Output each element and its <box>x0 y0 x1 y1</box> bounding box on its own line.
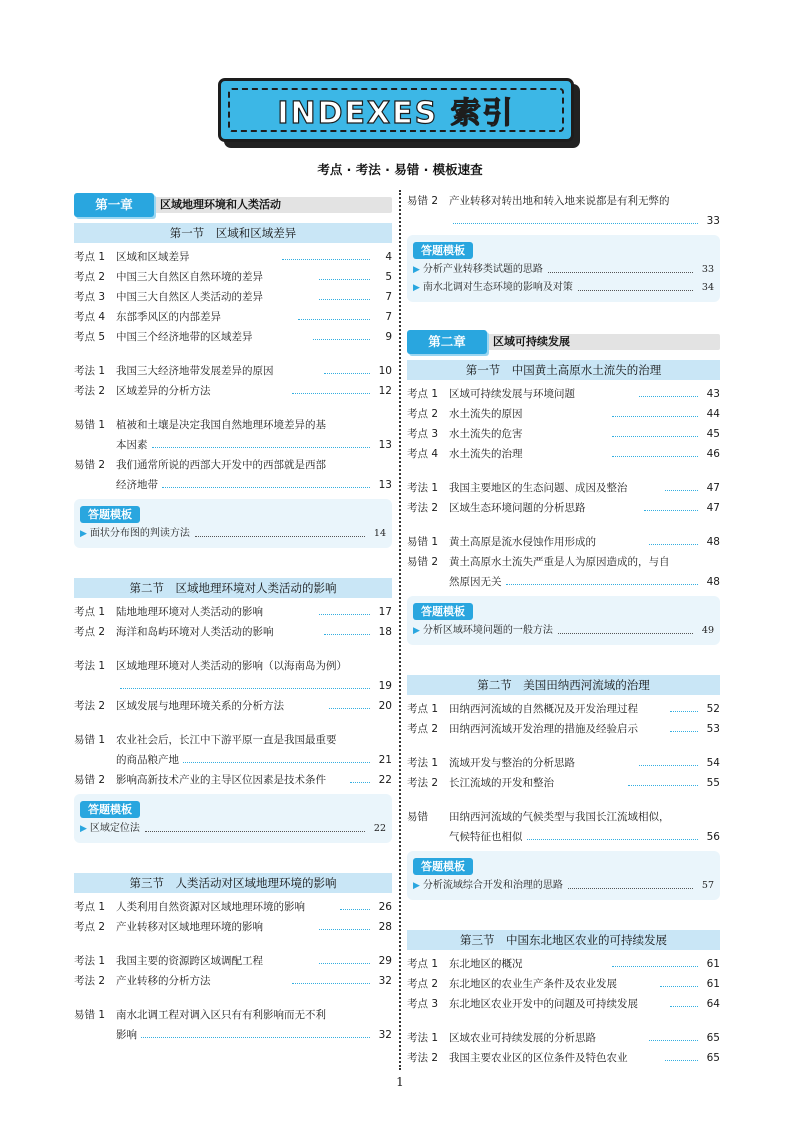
index-entry[interactable] <box>74 897 392 917</box>
entry-continuation <box>74 750 392 770</box>
entry-tag: 考点 4 <box>74 311 106 323</box>
leader-dots <box>319 917 371 930</box>
entry-continuation <box>74 475 392 495</box>
answer-template-box <box>74 794 392 843</box>
entry-page: 10 <box>378 365 392 377</box>
entry-page: 12 <box>378 385 392 397</box>
entry-page: 7 <box>385 291 392 303</box>
entry-tag: 考点 5 <box>74 331 106 343</box>
entry-text: 中国三大自然区人类活动的差异 <box>116 291 263 303</box>
entry-text: 农业社会后，长江中下游平原一直是我国最重要 <box>116 734 337 746</box>
entry-tag: 考法 2 <box>407 502 439 514</box>
index-entry[interactable] <box>407 384 720 404</box>
index-entry[interactable] <box>407 807 720 827</box>
entry-text: 影响高新技术产业的主导区位因素是技术条件 <box>116 774 326 786</box>
entry-text: 气候特征也相似 <box>449 831 523 843</box>
index-entry[interactable] <box>407 1048 720 1068</box>
template-text: 南水北调对生态环境的影响及对策 <box>422 282 573 293</box>
leader-dots <box>665 1048 698 1061</box>
entry-tag: 考点 3 <box>407 998 439 1010</box>
entry-tag: 考法 2 <box>74 700 106 712</box>
index-entry[interactable] <box>74 415 392 435</box>
index-entry[interactable] <box>407 994 720 1014</box>
template-item[interactable] <box>413 261 714 279</box>
leader-dots <box>340 897 371 910</box>
entry-tag: 考点 2 <box>74 271 106 283</box>
column-divider <box>399 190 401 1070</box>
entry-page: 44 <box>706 408 720 420</box>
entry-text: 我国主要的资源跨区域调配工程 <box>116 955 263 967</box>
index-entry[interactable] <box>74 455 392 475</box>
entry-text: 区域和区域差异 <box>116 251 190 263</box>
index-entry[interactable] <box>407 719 720 739</box>
template-text: 区域定位法 <box>89 823 140 834</box>
entry-tag: 考点 3 <box>74 291 106 303</box>
index-entry[interactable] <box>74 602 392 622</box>
leader-dots <box>313 327 370 340</box>
entry-tag: 易错 1 <box>407 536 439 548</box>
entry-text: 东北地区的农业生产条件及农业发展 <box>449 978 617 990</box>
triangle-right-icon: ▶ <box>413 283 420 293</box>
index-entry[interactable] <box>407 191 720 211</box>
entry-page: 65 <box>706 1032 720 1044</box>
leader-dots <box>639 384 699 397</box>
template-page: 14 <box>373 528 386 539</box>
entry-continuation <box>74 1025 392 1045</box>
entry-text: 水土流失的治理 <box>449 448 523 460</box>
leader-dots <box>670 719 698 732</box>
index-entry[interactable] <box>74 951 392 971</box>
entry-page: 64 <box>706 998 720 1010</box>
index-entry[interactable] <box>407 424 720 444</box>
entry-text: 区域生态环境问题的分析思路 <box>449 502 586 514</box>
entry-tag: 考点 1 <box>407 958 439 970</box>
entry-tag: 易错 <box>407 811 428 823</box>
index-entry[interactable] <box>74 622 392 642</box>
leader-dots <box>548 261 693 273</box>
template-page: 22 <box>373 823 386 834</box>
template-page: 33 <box>701 264 714 275</box>
leader-dots <box>162 475 370 488</box>
entry-text: 田纳西河流域的自然概况及开发治理过程 <box>449 703 638 715</box>
index-entry[interactable] <box>74 327 392 347</box>
entry-page: 53 <box>706 723 720 735</box>
index-entry[interactable] <box>74 730 392 750</box>
entry-text: 产业转移的分析方法 <box>116 975 211 987</box>
index-entry[interactable] <box>74 267 392 287</box>
entry-page: 47 <box>706 502 720 514</box>
index-entry[interactable] <box>407 444 720 464</box>
chapter-title: 区域可持续发展 <box>493 335 570 348</box>
section-title: 第二节 区域地理环境对人类活动的影响 <box>74 578 392 598</box>
triangle-right-icon: ▶ <box>80 529 87 539</box>
entry-text: 我国主要农业区的区位条件及特色农业 <box>449 1052 628 1064</box>
template-item[interactable] <box>413 622 714 640</box>
entry-tag: 考法 2 <box>407 1052 439 1064</box>
leader-dots <box>292 971 370 984</box>
leader-dots <box>292 381 370 394</box>
leader-dots <box>612 954 698 967</box>
index-banner <box>218 78 578 146</box>
entry-page: 61 <box>706 958 720 970</box>
entry-tag: 考法 2 <box>74 385 106 397</box>
leader-dots <box>282 247 370 260</box>
template-text: 分析区域环境问题的一般方法 <box>422 625 553 636</box>
index-entry[interactable] <box>407 498 720 518</box>
entry-page: 7 <box>385 311 392 323</box>
chapter-header <box>74 191 392 219</box>
entry-page: 4 <box>385 251 392 263</box>
index-entry[interactable] <box>74 307 392 327</box>
answer-template-box <box>407 235 720 302</box>
template-text: 分析产业转移类试题的思路 <box>422 264 543 275</box>
entry-text: 中国三个经济地带的区域差异 <box>116 331 253 343</box>
entry-text: 产业转移对转出地和转入地来说都是有利无弊的 <box>449 195 670 207</box>
entry-text: 田纳西河流域的气候类型与我国长江流域相似， <box>449 811 670 823</box>
entry-tag: 易错 1 <box>74 734 106 746</box>
entry-tag: 易错 1 <box>74 1009 106 1021</box>
leader-dots <box>527 827 699 840</box>
entry-tag: 考法 1 <box>74 955 106 967</box>
entry-text: 水土流失的危害 <box>449 428 523 440</box>
leader-dots <box>558 622 693 634</box>
entry-text: 水土流失的原因 <box>449 408 523 420</box>
section-title: 第二节 美国田纳西河流域的治理 <box>407 675 720 695</box>
leader-dots <box>141 1025 370 1038</box>
template-label: 答题模板 <box>413 242 473 259</box>
leader-dots <box>120 676 370 689</box>
leader-dots <box>319 602 371 615</box>
entry-page: 13 <box>378 439 392 451</box>
template-item[interactable] <box>413 279 714 297</box>
entry-page: 65 <box>706 1052 720 1064</box>
leader-dots <box>183 750 370 763</box>
entry-tag: 考点 1 <box>74 606 106 618</box>
entry-text: 黄土高原水土流失严重是人为原因造成的，与自 <box>449 556 670 568</box>
section-title: 第一节 区域和区域差异 <box>74 223 392 243</box>
entry-text: 区域差异的分析方法 <box>116 385 211 397</box>
entry-tag: 易错 2 <box>407 556 439 568</box>
entry-page: 43 <box>706 388 720 400</box>
entry-tag: 考点 4 <box>407 448 439 460</box>
entry-page: 54 <box>706 757 720 769</box>
index-entry[interactable] <box>74 971 392 991</box>
index-entry[interactable] <box>74 1005 392 1025</box>
leader-dots <box>644 498 698 511</box>
chapter-label: 第一章 <box>74 193 154 217</box>
entry-tag: 易错 2 <box>74 774 106 786</box>
leader-dots <box>329 696 370 709</box>
template-label: 答题模板 <box>413 858 473 875</box>
entry-tag: 易错 2 <box>407 195 439 207</box>
entry-tag: 考点 2 <box>407 408 439 420</box>
entry-text: 黄土高原是流水侵蚀作用形成的 <box>449 536 596 548</box>
leader-dots <box>660 974 699 987</box>
entry-page: 61 <box>706 978 720 990</box>
entry-tag: 易错 1 <box>74 419 106 431</box>
index-entry[interactable] <box>407 974 720 994</box>
entry-text: 本因素 <box>116 439 148 451</box>
triangle-right-icon: ▶ <box>413 265 420 275</box>
entry-text: 区域地理环境对人类活动的影响（以海南岛为例） <box>116 660 347 672</box>
entry-text: 产业转移对区域地理环境的影响 <box>116 921 263 933</box>
leader-dots <box>324 622 370 635</box>
triangle-right-icon: ▶ <box>80 824 87 834</box>
entry-page: 47 <box>706 482 720 494</box>
entry-text: 人类利用自然资源对区域地理环境的影响 <box>116 901 305 913</box>
leader-dots <box>628 773 698 786</box>
template-item[interactable] <box>80 525 386 543</box>
index-entry[interactable] <box>74 917 392 937</box>
entry-page: 48 <box>706 576 720 588</box>
leader-dots <box>639 753 699 766</box>
entry-continuation <box>407 827 720 847</box>
entry-page: 55 <box>706 777 720 789</box>
index-entry[interactable] <box>407 699 720 719</box>
entry-page: 45 <box>706 428 720 440</box>
entry-text: 区域发展与地理环境关系的分析方法 <box>116 700 284 712</box>
template-page: 57 <box>701 880 714 891</box>
entry-tag: 考点 2 <box>74 921 106 933</box>
entry-page: 33 <box>706 215 720 227</box>
leader-dots <box>506 572 699 585</box>
entry-page: 13 <box>378 479 392 491</box>
entry-page: 17 <box>378 606 392 618</box>
leader-dots <box>350 770 370 783</box>
entry-text: 区域农业可持续发展的分析思路 <box>449 1032 596 1044</box>
entry-page: 32 <box>378 1029 392 1041</box>
leader-dots <box>298 307 371 320</box>
index-entry[interactable] <box>407 773 720 793</box>
leader-dots <box>670 994 698 1007</box>
leader-dots <box>195 525 365 537</box>
entry-tag: 考点 1 <box>407 703 439 715</box>
template-label: 答题模板 <box>80 506 140 523</box>
entry-text: 中国三大自然区自然环境的差异 <box>116 271 263 283</box>
entry-tag: 考点 1 <box>407 388 439 400</box>
entry-continuation <box>74 676 392 696</box>
entry-text: 我们通常所说的西部大开发中的西部就是西部 <box>116 459 326 471</box>
entry-page: 52 <box>706 703 720 715</box>
index-entry[interactable] <box>407 552 720 572</box>
page-number: 1 <box>396 1075 404 1089</box>
entry-page: 48 <box>706 536 720 548</box>
entry-tag: 考法 2 <box>74 975 106 987</box>
entry-text: 田纳西河流域开发治理的措施及经验启示 <box>449 723 638 735</box>
entry-tag: 考点 1 <box>74 901 106 913</box>
index-entry[interactable] <box>407 753 720 773</box>
answer-template-box <box>74 499 392 548</box>
index-entry[interactable] <box>407 532 720 552</box>
leader-dots <box>612 444 698 457</box>
leader-dots <box>578 279 693 291</box>
entry-text: 东北地区农业开发中的问题及可持续发展 <box>449 998 638 1010</box>
index-entry[interactable] <box>74 361 392 381</box>
template-text: 面状分布图的判读方法 <box>89 528 190 539</box>
entry-page: 21 <box>378 754 392 766</box>
entry-text: 东部季风区的内部差异 <box>116 311 221 323</box>
leader-dots <box>568 877 693 889</box>
index-entry[interactable] <box>74 247 392 267</box>
entry-tag: 考法 1 <box>407 1032 439 1044</box>
template-label: 答题模板 <box>80 801 140 818</box>
chapter-header <box>407 328 720 356</box>
entry-text: 经济地带 <box>116 479 158 491</box>
entry-page: 9 <box>385 331 392 343</box>
index-entry[interactable] <box>74 770 392 790</box>
leader-dots <box>612 404 698 417</box>
entry-page: 46 <box>706 448 720 460</box>
template-page: 34 <box>701 282 714 293</box>
entry-text: 东北地区的概况 <box>449 958 523 970</box>
entry-text: 影响 <box>116 1029 137 1041</box>
entry-page: 19 <box>378 680 392 692</box>
entry-tag: 考法 2 <box>407 777 439 789</box>
index-entry[interactable] <box>407 954 720 974</box>
index-entry[interactable] <box>407 478 720 498</box>
entry-page: 20 <box>378 700 392 712</box>
template-item[interactable] <box>80 820 386 838</box>
banner-title: INDEXES 索引 <box>277 96 515 131</box>
index-entry[interactable] <box>407 404 720 424</box>
triangle-right-icon: ▶ <box>413 881 420 891</box>
entry-tag: 考点 2 <box>407 978 439 990</box>
triangle-right-icon: ▶ <box>413 626 420 636</box>
template-label: 答题模板 <box>413 603 473 620</box>
entry-tag: 考法 1 <box>407 757 439 769</box>
leader-dots <box>319 267 371 280</box>
entry-page: 18 <box>378 626 392 638</box>
entry-text: 然原因无关 <box>449 576 502 588</box>
leader-dots <box>319 951 371 964</box>
chapter-label: 第二章 <box>407 330 487 354</box>
entry-tag: 考点 1 <box>74 251 106 263</box>
leader-dots <box>612 424 698 437</box>
template-item[interactable] <box>413 877 714 895</box>
entry-text: 流域开发与整治的分析思路 <box>449 757 575 769</box>
entry-page: 28 <box>378 921 392 933</box>
section-title: 第三节 中国东北地区农业的可持续发展 <box>407 930 720 950</box>
entry-page: 56 <box>706 831 720 843</box>
entry-page: 29 <box>378 955 392 967</box>
chapter-title: 区域地理环境和人类活动 <box>160 198 281 211</box>
entry-tag: 考点 2 <box>407 723 439 735</box>
banner-inner-frame <box>228 88 564 132</box>
entry-text: 区域可持续发展与环境问题 <box>449 388 575 400</box>
index-entry[interactable] <box>407 1028 720 1048</box>
template-page: 49 <box>701 625 714 636</box>
leader-dots <box>649 1028 698 1041</box>
entry-text: 植被和土壤是决定我国自然地理环境差异的基 <box>116 419 326 431</box>
entry-text: 长江流域的开发和整治 <box>449 777 554 789</box>
section-title: 第一节 中国黄土高原水土流失的治理 <box>407 360 720 380</box>
index-entry[interactable] <box>74 287 392 307</box>
entry-text: 我国主要地区的生态问题、成因及整治 <box>449 482 628 494</box>
entry-continuation <box>407 211 720 231</box>
entry-tag: 考点 3 <box>407 428 439 440</box>
entry-text: 的商品粮产地 <box>116 754 179 766</box>
leader-dots <box>665 478 698 491</box>
template-text: 分析流域综合开发和治理的思路 <box>422 880 563 891</box>
left-column <box>74 191 392 1045</box>
leader-dots <box>670 699 698 712</box>
index-entry[interactable] <box>74 696 392 716</box>
entry-text: 南水北调工程对调入区只有有利影响而无不利 <box>116 1009 326 1021</box>
section-title: 第三节 人类活动对区域地理环境的影响 <box>74 873 392 893</box>
answer-template-box <box>407 596 720 645</box>
entry-tag: 考法 1 <box>407 482 439 494</box>
answer-template-box <box>407 851 720 900</box>
leader-dots <box>453 211 698 224</box>
banner-box <box>218 78 574 142</box>
leader-dots <box>649 532 698 545</box>
leader-dots <box>152 435 371 448</box>
entry-tag: 考点 2 <box>74 626 106 638</box>
entry-text: 海洋和岛屿环境对人类活动的影响 <box>116 626 274 638</box>
leader-dots <box>319 287 371 300</box>
entry-text: 陆地地理环境对人类活动的影响 <box>116 606 263 618</box>
entry-page: 26 <box>378 901 392 913</box>
leader-dots <box>145 820 365 832</box>
entry-text: 我国三大经济地带发展差异的原因 <box>116 365 274 377</box>
index-entry[interactable] <box>74 381 392 401</box>
entry-continuation <box>407 572 720 592</box>
entry-tag: 易错 2 <box>74 459 106 471</box>
leader-dots <box>324 361 370 374</box>
entry-tag: 考法 1 <box>74 660 106 672</box>
entry-page: 5 <box>385 271 392 283</box>
entry-tag: 考法 1 <box>74 365 106 377</box>
entry-continuation <box>74 435 392 455</box>
index-entry[interactable] <box>74 656 392 676</box>
right-column <box>407 191 720 1068</box>
entry-page: 22 <box>378 774 392 786</box>
page-subtitle: 考点 · 考法 · 易错 · 模板速查 <box>317 162 483 177</box>
entry-page: 32 <box>378 975 392 987</box>
